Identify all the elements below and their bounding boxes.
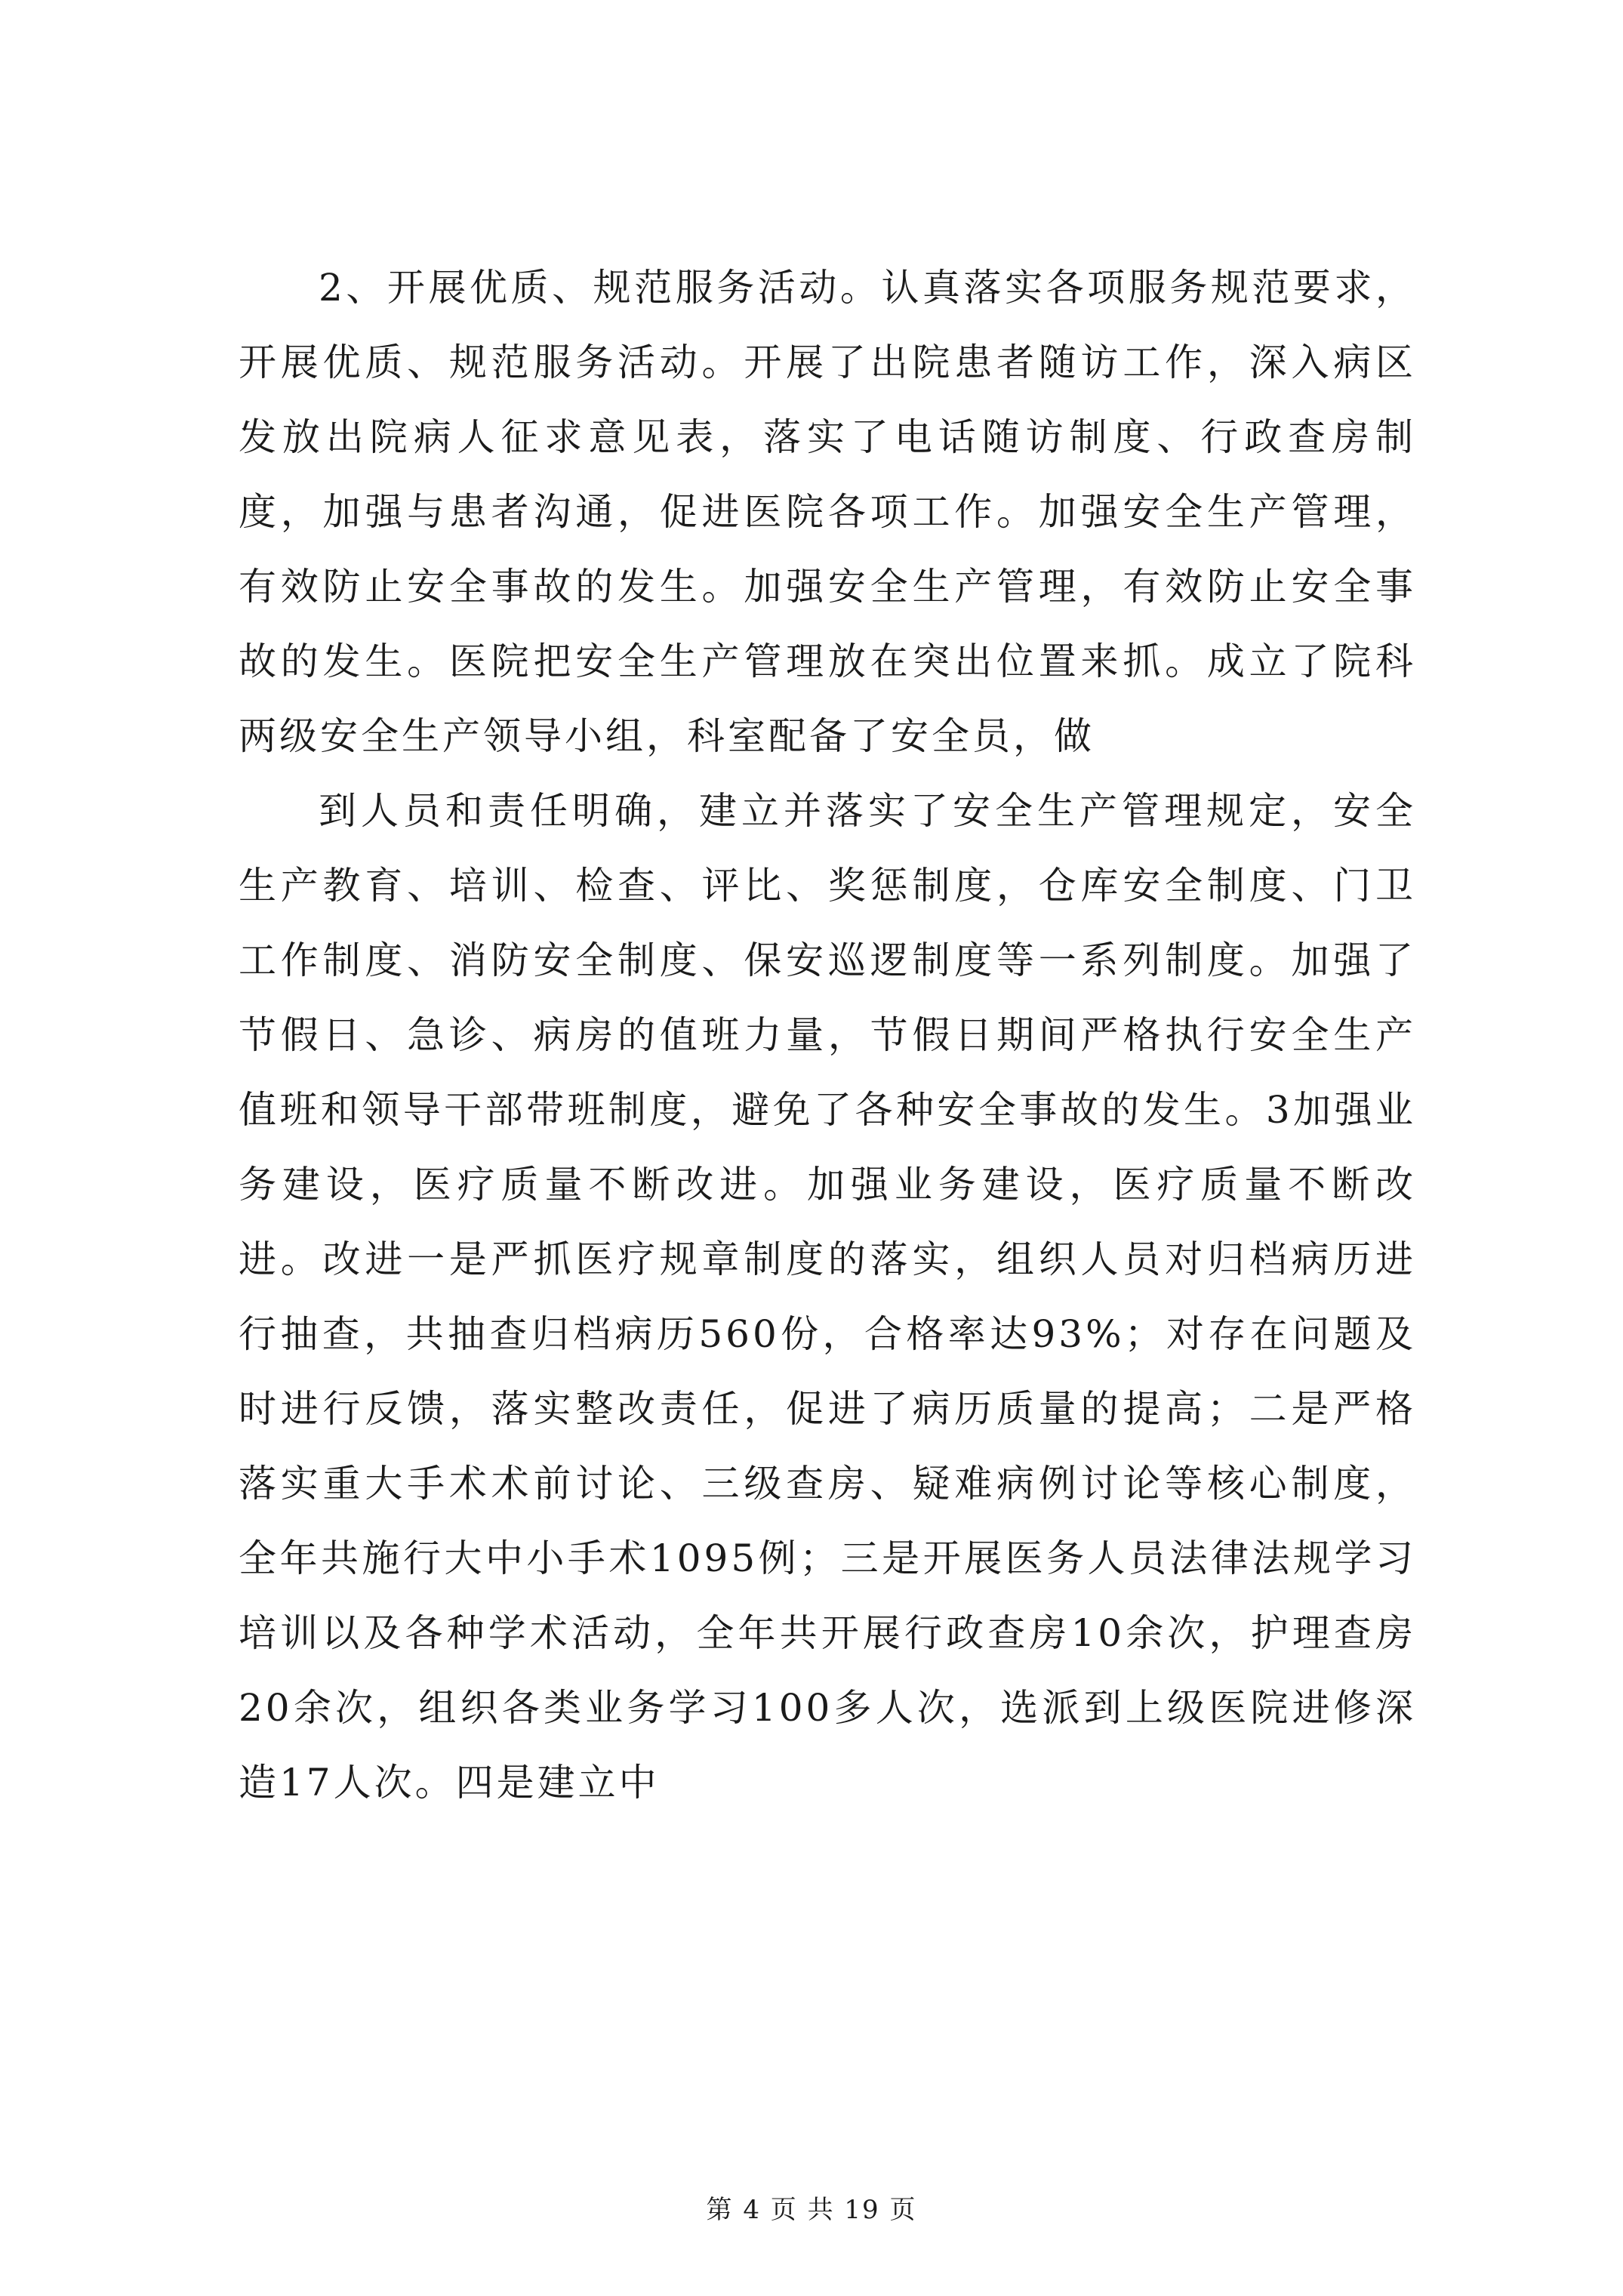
page-footer: 第 4 页 共 19 页 — [706, 2195, 917, 2225]
document-body — [239, 251, 1416, 1820]
paragraph-service-activities: 2、开展优质、规范服务活动。认真落实各项服务规范要求，开展优质、规范服务活动。开展了出院患者随访工作，深入病区发放出院病人征求意见表，落实了电话随访制度、行政查房制度，加强与患者沟通，促进医院各项工作。加强安全生产管理，有效防止安全事故的发生。加强安全生产管理，有效防止安全事故的发生。医院把安全生产管理放在突出位置来抓。成立了院科两级安全生产领导小组，科室配备了安全员，做 — [239, 266, 1416, 758]
paragraph-safety-and-quality: 到人员和责任明确，建立并落实了安全生产管理规定，安全生产教育、培训、检查、评比、奖惩制度，仓库安全制度、门卫工作制度、消防安全制度、保安巡逻制度等一系列制度。加强了节假日、急诊、病房的值班力量，节假日期间严格执行安全生产值班和领导干部带班制度，避免了各种安全事故的发生。3加强业务建设，医疗质量不断改进。加强业务建设，医疗质量不断改进。改进一是严抓医疗规章制度的落实，组织人员对归档病历进行抽查，共抽查归档病历560份，合格率达93%；对存在问题及时进行反馈，落实整改责任，促进了病历质量的提高；二是严格落实重大手术术前讨论、三级查房、疑难病例讨论等核心制度，全年共施行大中小手术1095例；三是开展医务人员法律法规学习培训以及各种学术活动，全年共开展行政查房10余次，护理查房20余次，组织各类业务学习100多人次，选派到上级医院进修深造17人次。四是建立中 — [239, 789, 1416, 1804]
